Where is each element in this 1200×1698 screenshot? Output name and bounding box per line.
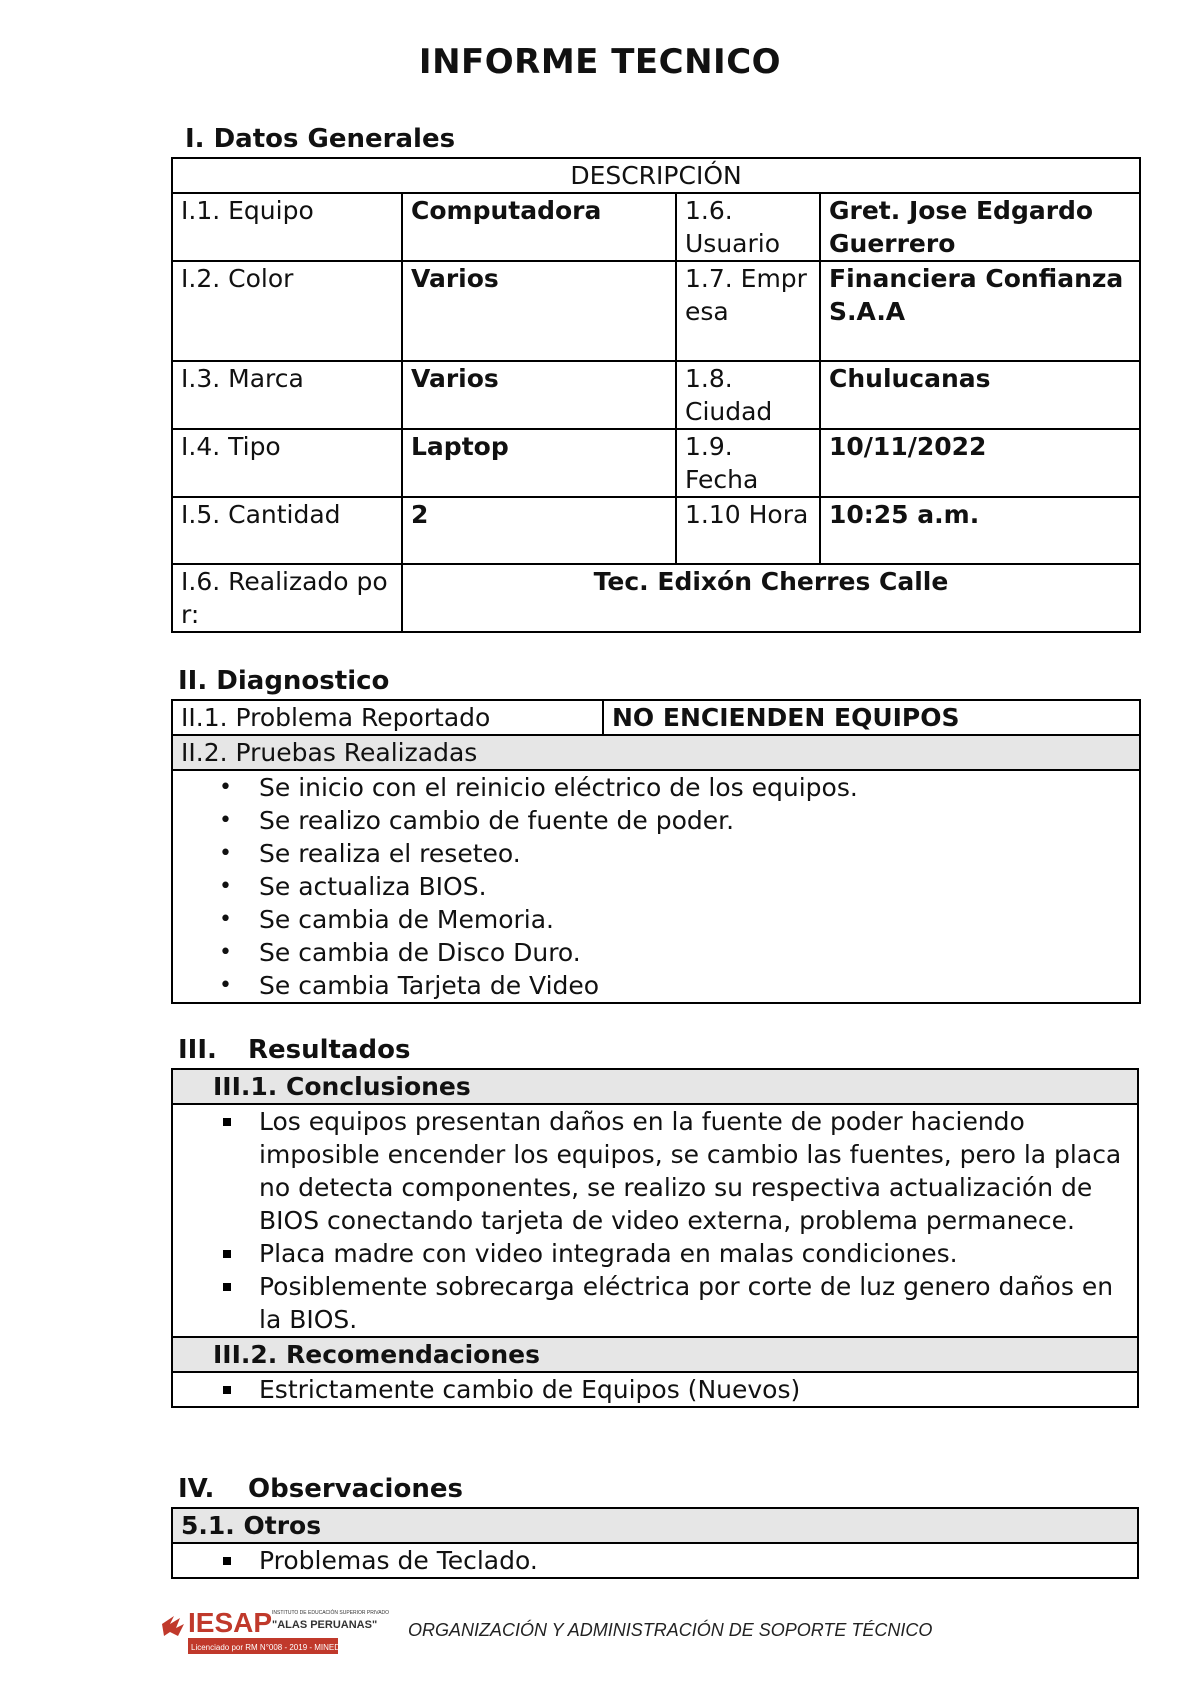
row-label-2: 1.10 Hora — [676, 497, 820, 564]
section-diagnostico-title: II. Diagnostico — [178, 666, 390, 696]
row-label: I.2. Color — [172, 261, 402, 361]
conclusiones-list — [181, 1105, 1129, 1336]
row-value-2: 10/11/2022 — [820, 429, 1140, 497]
otros-list — [181, 1544, 1129, 1577]
section-resultados-title — [178, 1035, 410, 1065]
logo-sub2: "ALAS PERUANAS" — [272, 1619, 378, 1631]
resultados-table — [171, 1068, 1139, 1408]
realizado-value: Tec. Edixón Cherres Calle — [402, 564, 1140, 632]
row-value: Varios — [402, 361, 676, 429]
list-item: • Se realiza el reseteo. — [259, 837, 1131, 870]
table-row — [172, 261, 1140, 361]
list-item: • Se realizo cambio de fuente de poder. — [259, 804, 1131, 837]
list-item: Los equipos presentan daños en la fuente de poder haciendo imposible encender los equipos, se cambio las fuentes, pero la placa no detecta componentes, se realizo su respectiva actualización de BIOS conectando tarjeta de video externa, problema permanece. — [259, 1105, 1129, 1237]
observaciones-table — [171, 1507, 1139, 1579]
problema-label: II.1. Problema Reportado — [172, 700, 603, 735]
logo-sub3: Licenciado por RM N°008 - 2019 - MINEDU — [191, 1643, 346, 1652]
logo-sub1: INSTITUTO DE EDUCACIÓN SUPERIOR PRIVADO — [272, 1610, 390, 1616]
conclusiones-label: III.1. Conclusiones — [172, 1069, 1138, 1104]
list-item: Posiblemente sobrecarga eléctrica por corte de luz genero daños en la BIOS. — [259, 1270, 1129, 1336]
table-row — [172, 497, 1140, 564]
pruebas-label: II.2. Pruebas Realizadas — [172, 735, 1140, 770]
row-label: I.1. Equipo — [172, 193, 402, 261]
table-row — [172, 429, 1140, 497]
descripcion-header: DESCRIPCIÓN — [172, 158, 1140, 193]
list-item: • Se actualiza BIOS. — [259, 870, 1131, 903]
row-value-2: Financiera Confianza S.A.A — [820, 261, 1140, 361]
row-value: Computadora — [402, 193, 676, 261]
recomendaciones-list — [181, 1373, 1129, 1406]
row-label: I.3. Marca — [172, 361, 402, 429]
list-item: • Se cambia de Disco Duro. — [259, 936, 1131, 969]
footer — [160, 1602, 1060, 1662]
table-row — [172, 361, 1140, 429]
recomendaciones-label: III.2. Recomendaciones — [172, 1337, 1138, 1372]
table-row — [172, 564, 1140, 632]
iesap-logo — [160, 1602, 390, 1660]
list-item: • Se cambia Tarjeta de Video — [259, 969, 1131, 1002]
list-item: Estrictamente cambio de Equipos (Nuevos) — [259, 1373, 1129, 1406]
row-value: 2 — [402, 497, 676, 564]
row-value-2: 10:25 a.m. — [820, 497, 1140, 564]
list-item: • Se cambia de Memoria. — [259, 903, 1131, 936]
problema-value: NO ENCIENDEN EQUIPOS — [603, 700, 1140, 735]
row-label-2: 1.6. Usuario — [676, 193, 820, 261]
footer-text: ORGANIZACIÓN Y ADMINISTRACIÓN DE SOPORTE TÉCNICO — [408, 1620, 933, 1640]
section-name: Observaciones — [248, 1474, 463, 1504]
datos-generales-table — [171, 157, 1141, 633]
realizado-label: I.6. Realizado por: — [172, 564, 402, 632]
list-item: • Se inicio con el reinicio eléctrico de los equipos. — [259, 771, 1131, 804]
section-number: III. — [178, 1035, 217, 1065]
list-item: Problemas de Teclado. — [259, 1544, 1129, 1577]
table-row — [172, 193, 1140, 261]
row-value-2: Gret. Jose Edgardo Guerrero — [820, 193, 1140, 261]
diagnostico-table — [171, 699, 1141, 1004]
list-item: Placa madre con video integrada en malas condiciones. — [259, 1237, 1129, 1270]
section-datos-generales-title: I. Datos Generales — [185, 124, 456, 154]
document-title: INFORME TECNICO — [418, 42, 782, 82]
row-label-2: 1.8. Ciudad — [676, 361, 820, 429]
row-value: Laptop — [402, 429, 676, 497]
section-name: Resultados — [248, 1035, 411, 1065]
row-label: I.4. Tipo — [172, 429, 402, 497]
logo-text: IESAP — [188, 1607, 273, 1638]
otros-label: 5.1. Otros — [172, 1508, 1138, 1543]
row-label-2: 1.7. Empresa — [676, 261, 820, 361]
row-value: Varios — [402, 261, 676, 361]
row-value-2: Chulucanas — [820, 361, 1140, 429]
section-observaciones-title — [178, 1474, 463, 1504]
row-label: I.5. Cantidad — [172, 497, 402, 564]
section-number: IV. — [178, 1474, 215, 1504]
pruebas-list — [181, 771, 1131, 1002]
row-label-2: 1.9. Fecha — [676, 429, 820, 497]
